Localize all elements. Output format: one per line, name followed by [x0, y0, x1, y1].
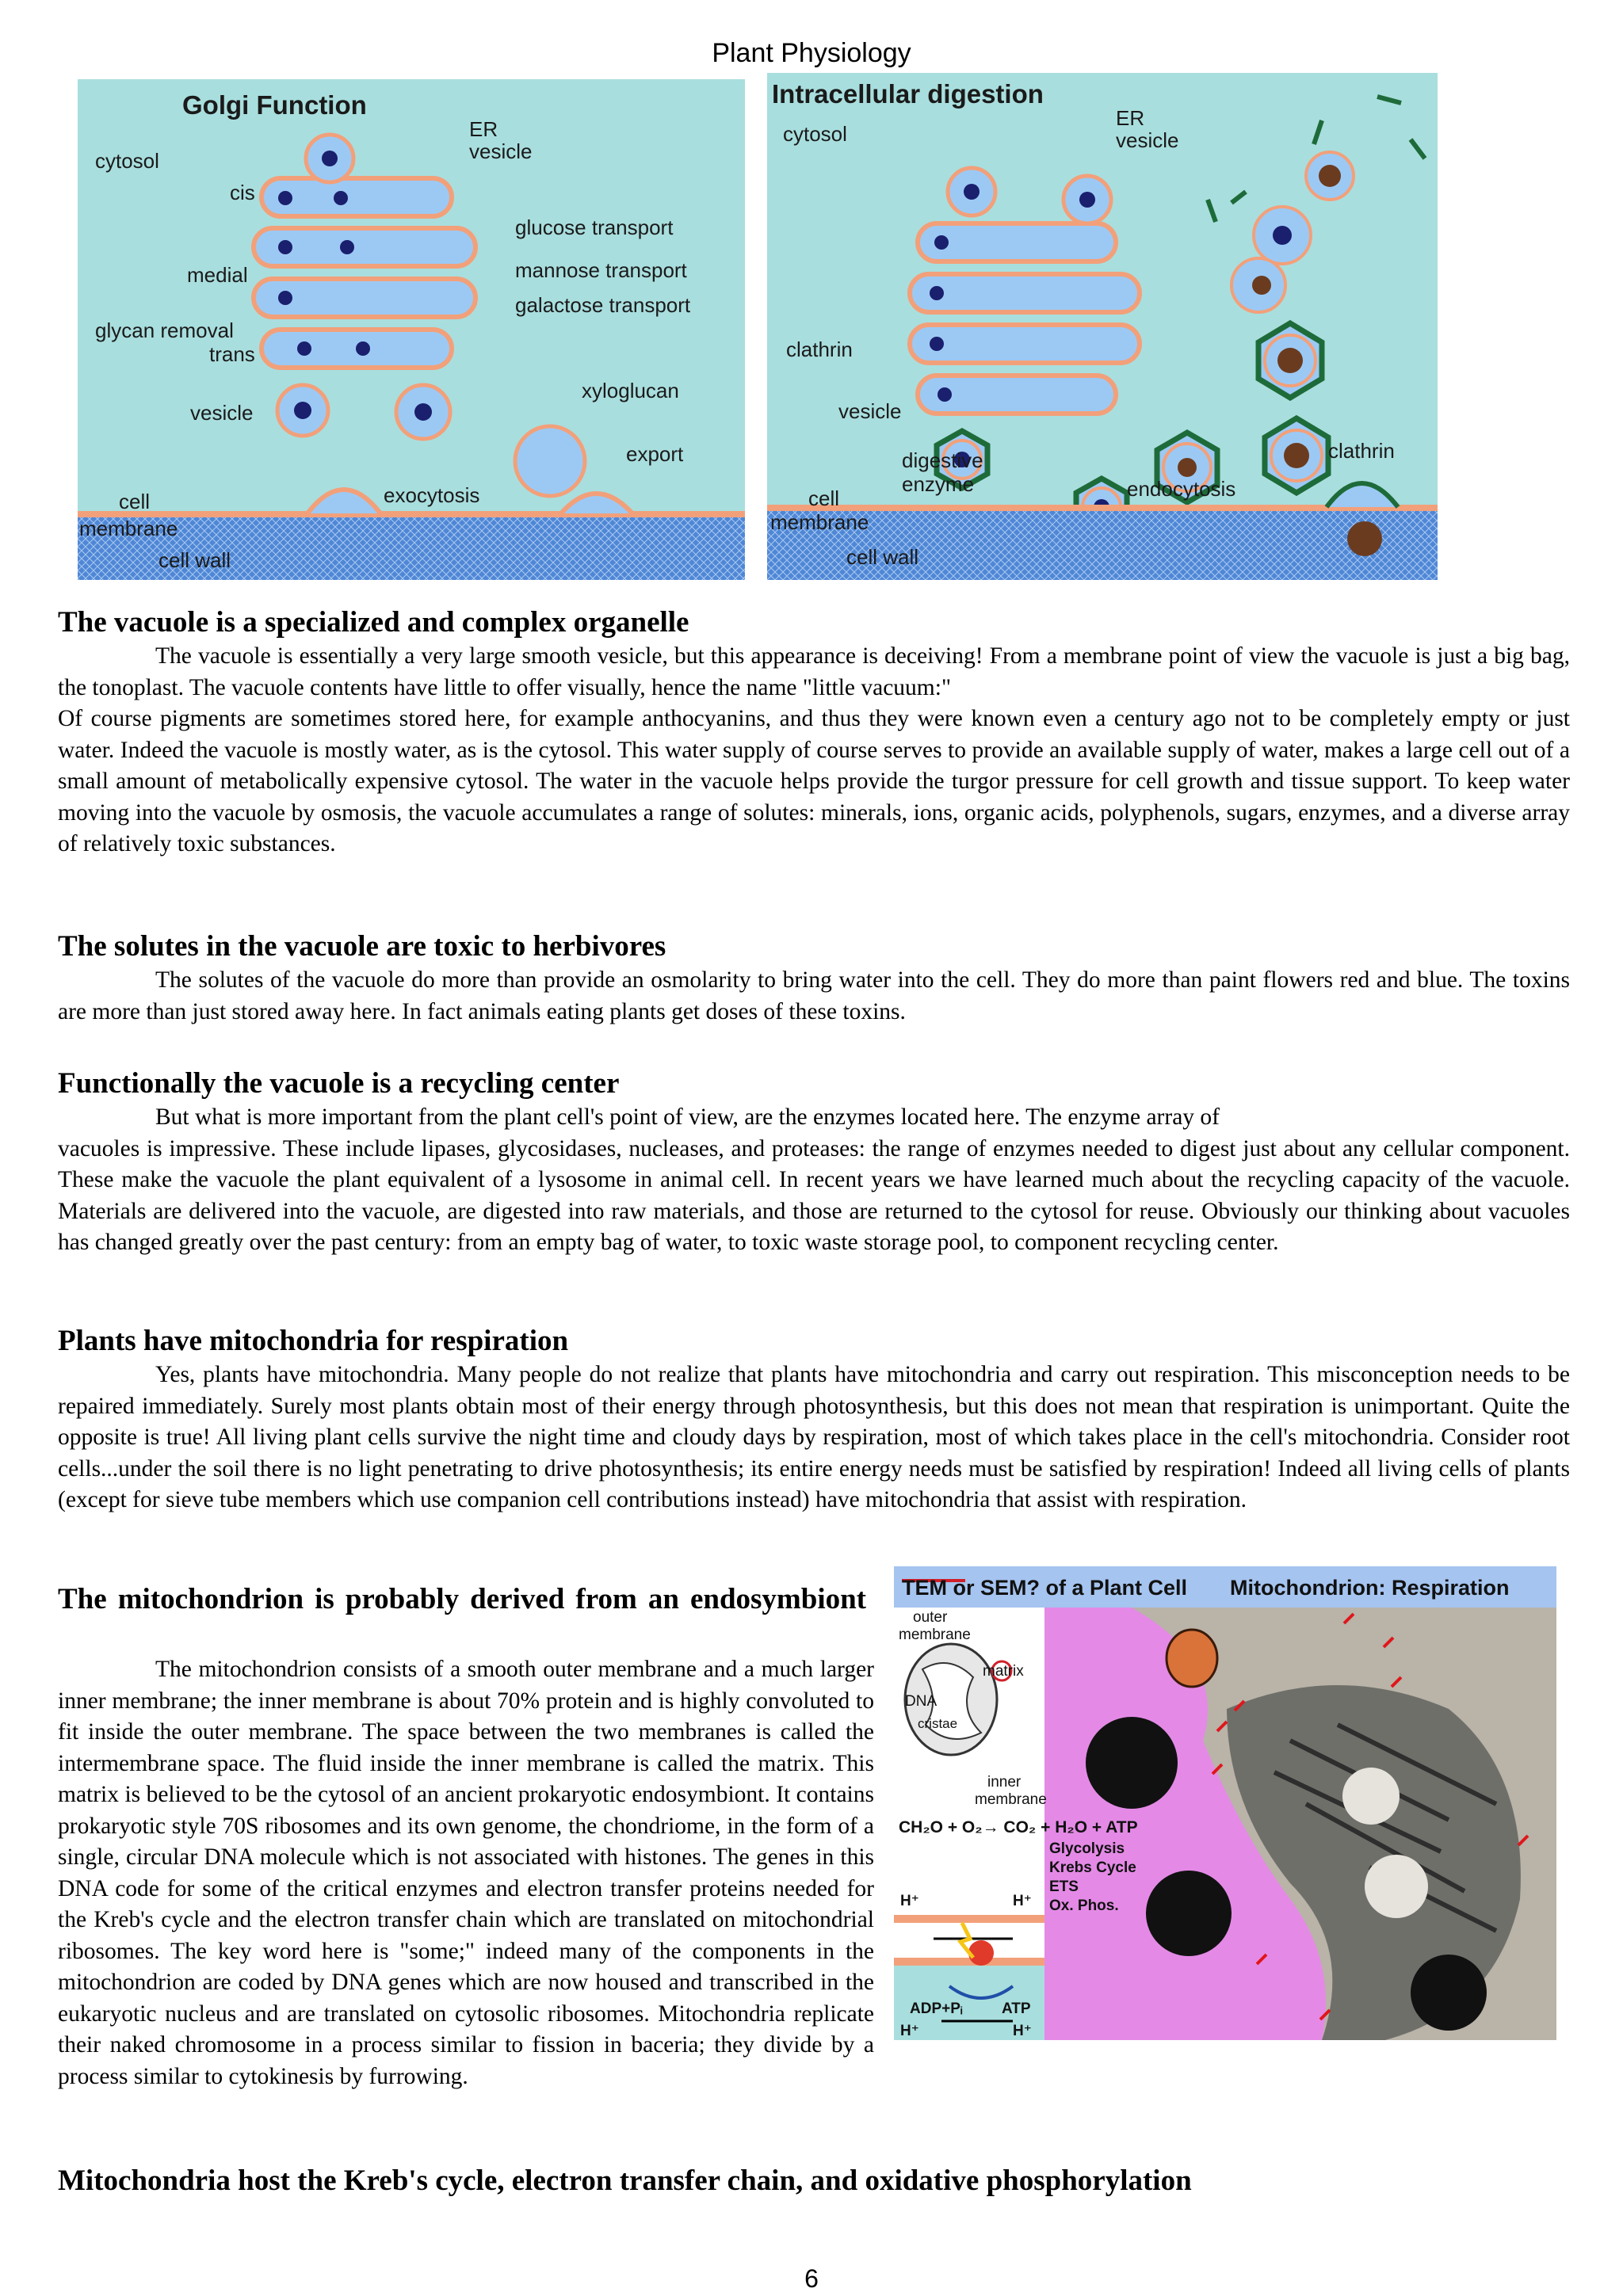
paragraph: The solutes of the vacuole do more than provide an osmolarity to bring water into the cell. They do more than paint flowers red and blue. The toxins are more than just stored away here. In fact animals eating plants get doses of these toxins.: [58, 967, 1570, 1024]
label-membrane: membrane: [770, 510, 869, 534]
label-endocytosis: endocytosis: [1127, 477, 1236, 501]
label-adp: ADP+Pᵢ: [910, 2000, 963, 2017]
label-outer-membrane: membrane: [899, 1627, 971, 1643]
label-clathrin-left: clathrin: [786, 338, 853, 361]
mito-title-right: Mitochondrion: Respiration: [1230, 1576, 1510, 1600]
digestion-diagram: [767, 73, 1438, 580]
label-glycan-removal: glycan removal: [95, 318, 234, 342]
label-glucose: glucose transport: [515, 215, 674, 239]
label-ets: ETS: [1049, 1878, 1079, 1895]
label-cell-wall: cell wall: [846, 545, 919, 569]
paragraph: vacuoles is impressive. These include lipases, glycosidases, nucleases, and proteases: the range of enzymes needed to digest just about any cellular component. These make the vacuole the plant equivalent of a lysosome in animal cell. In recent years we have learned much about the recycling capacity of the vacuole. Materials are delivered into the vacuole, are digested into raw materials, and those are returned to the cytosol for reuse. Obviously our thinking about vacuoles has changed greatly over the past century: from an empty bag of water, to toxic waste storage pool, to component recycling center.: [58, 1135, 1570, 1255]
heading-krebs: Mitochondria host the Kreb's cycle, electron transfer chain, and oxidative phosphorylation: [58, 2164, 1192, 2197]
golgi-diagram: [78, 79, 745, 580]
label-medial: medial: [187, 263, 248, 287]
label-xyloglucan: xyloglucan: [582, 379, 679, 402]
label-glycolysis: Glycolysis: [1049, 1840, 1125, 1857]
xyloglucan-vesicle: [515, 426, 585, 496]
label-matrix: matrix: [983, 1663, 1024, 1680]
golgi-title: Golgi Function: [182, 90, 367, 120]
intracellular-digestion-figure: [767, 73, 1438, 580]
label-cell: cell: [808, 486, 840, 510]
label-exocytosis: exocytosis: [384, 483, 480, 507]
heading-endosymbiont: The mitochondrion is probably derived from an endosymbiont: [58, 1583, 866, 1615]
section-mitochondria-respiration: [58, 1323, 1570, 1516]
label-krebs: Krebs Cycle: [1049, 1859, 1136, 1876]
section-solutes: [58, 929, 1570, 1028]
section-endosymbiont-body: [58, 1654, 1570, 2092]
label-cristae: cristae: [918, 1716, 958, 1731]
digestion-title: Intracellular digestion: [772, 79, 1044, 109]
heading-solutes: The solutes in the vacuole are toxic to herbivores: [58, 930, 666, 963]
label-digestive: digestive: [902, 448, 983, 472]
xyloglucan-export-bulge: [561, 494, 632, 513]
label-cytosol: cytosol: [95, 149, 159, 173]
paragraph: Yes, plants have mitochondria. Many people do not realize that plants have mitochondria and carry out respiration. This misconception needs to be repaired immediately. Surely most plants obtain most of their energy through photosynthesis, but this does not mean that respiration is unimportant. Quite the opposite is true! All living plant cells survive the night time and cloudy days by respiration, most of which takes place in the cell's mitochondria. Consider root cells...under the soil there is no light penetrating to drive photosynthesis; its entire energy needs must be satisfied by respiration! Indeed all living cells of plants (except for sieve tube members which use companion cell contributions instead) have mitochondria that assist with respiration.: [58, 1362, 1570, 1512]
golgi-function-figure: [78, 79, 745, 580]
label-membrane: membrane: [79, 517, 178, 540]
label-equation: CH₂O + O₂→ CO₂ + H₂O + ATP: [899, 1818, 1138, 1836]
label-clathrin-right: clathrin: [1328, 439, 1395, 463]
label-h-bot-right: H⁺: [1013, 2023, 1032, 2039]
label-dna: DNA: [905, 1693, 938, 1710]
label-h-bot-left: H⁺: [900, 2023, 919, 2039]
label-inner-membrane: membrane: [975, 1791, 1047, 1808]
label-er: ER: [469, 117, 498, 141]
heading-vacuole: The vacuole is a specialized and complex organelle: [58, 606, 689, 639]
paragraph: The vacuole is essentially a very large smooth vesicle, but this appearance is deceiving! From a membrane point of view the vacuole is just a big bag, the tonoplast. The vacuole contents have little to offer visually, hence the name "little vacuum:": [58, 643, 1570, 700]
paragraph: Of course pigments are sometimes stored here, for example anthocyanins, and thus they were known even a century ago not to be completely empty or just water. Indeed the vacuole is mostly water, as is the cytosol. This water supply of course serves to provide an available supply of water, makes a large cell out of a small amount of metabolically expensive cytosol. The water in the vacuole helps provide the turgor pressure for cell growth and tissue support. To keep water moving into the vacuole by osmosis, the vacuole accumulates a range of solutes: minerals, ions, organic acids, polyphenols, sugars, enzymes, and a diverse array of relatively toxic substances.: [58, 706, 1570, 856]
label-h-top-right: H⁺: [1013, 1893, 1032, 1909]
label-vesicle: vesicle: [190, 401, 254, 425]
exocytosis-bulge: [307, 490, 380, 513]
section-krebs: [58, 2163, 1570, 2199]
section-recycling: [58, 1066, 1570, 1259]
label-export: export: [626, 442, 684, 466]
paragraph: The mitochondrion consists of a smooth outer membrane and a much larger inner membrane; the inner membrane is about 70% protein and is highly convoluted to fit inside the outer membrane. The space between the two membranes is called the intermembrane space. The fluid inside the inner membrane is called the matrix. This matrix is believed to be the cytosol of an ancient prokaryotic endosymbiont. It contains prokaryotic style 70S ribosomes and its own genome, the chondriome, in the form of a single, circular DNA molecule which is not associated with histones. The genes in this DNA code for some of the critical enzymes and electron transfer proteins needed for the Kreb's cycle and the electron transfer chain which are translated on mitochondrial ribosomes. The key word here is "some;" indeed many of the components in the mitochondrion are coded by DNA genes which are now housed and transcribed in the eukaryotic nucleus and are translated on cytosolic ribosomes. Mitochondria replicate their naked chromosome in a process similar to fission in baceria; they divide by a process similar to cytokinesis by furrowing.: [58, 1657, 874, 2089]
label-cis: cis: [230, 181, 255, 204]
figure-float-space: [874, 1654, 1570, 2060]
label-inner: inner: [987, 1774, 1022, 1791]
label-h-top-left: H⁺: [900, 1893, 919, 1909]
label-cytosol: cytosol: [783, 122, 847, 146]
label-vesicle: vesicle: [838, 399, 902, 423]
page-number: 6: [804, 2264, 819, 2293]
label-er-vesicle: vesicle: [1116, 128, 1179, 152]
label-er-vesicle: vesicle: [469, 139, 533, 163]
label-atp: ATP: [1002, 2000, 1031, 2017]
label-er: ER: [1116, 106, 1145, 130]
label-trans: trans: [209, 342, 255, 366]
heading-mitochondria: Plants have mitochondria for respiration: [58, 1325, 569, 1357]
mito-title-left: TEM or SEM? of a Plant Cell: [902, 1576, 1188, 1600]
page-header: Plant Physiology: [712, 38, 911, 68]
section-vacuole: [58, 605, 1570, 860]
label-outer: outer: [913, 1609, 948, 1626]
paragraph: But what is more important from the plant cell's point of view, are the enzymes located here. The enzyme array of: [155, 1104, 1220, 1130]
label-mannose: mannose transport: [515, 258, 687, 282]
section-endosymbiont-heading: [58, 1581, 866, 1618]
label-cell: cell: [119, 490, 151, 513]
label-cell-wall: cell wall: [158, 548, 231, 572]
label-galactose: galactose transport: [515, 293, 691, 317]
heading-recycling: Functionally the vacuole is a recycling center: [58, 1067, 620, 1100]
label-enzyme: enzyme: [902, 472, 975, 496]
label-oxphos: Ox. Phos.: [1049, 1897, 1119, 1914]
